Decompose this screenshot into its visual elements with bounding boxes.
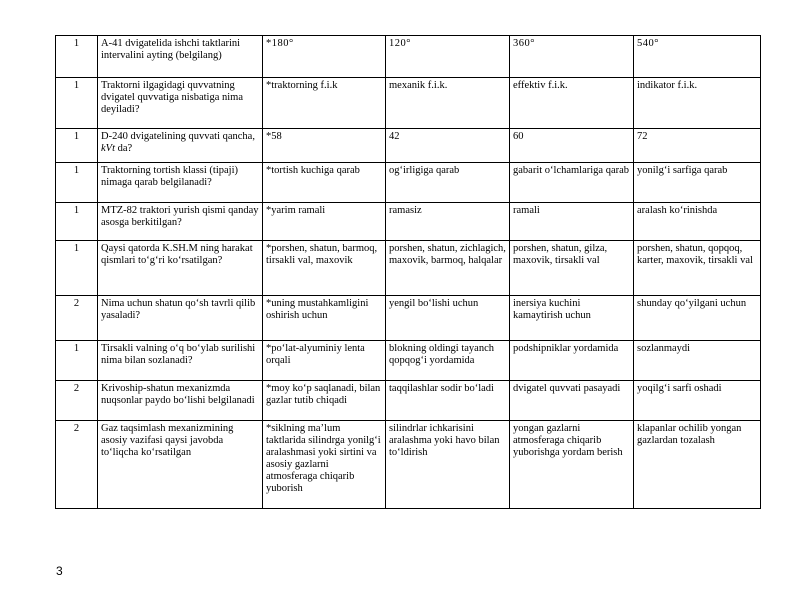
question-suffix: da?	[115, 143, 133, 154]
answer-option: yongan gazlarni atmosferaga chiqarib yuborishga yordam berish	[510, 421, 634, 509]
answer-correct: *siklning ma’lum taktlarida silindrga yonilg‘i aralashmasi yoki sirtini va asosiy gazlarni atmosferaga chiqarib yuborish	[263, 421, 386, 509]
answer-correct: *yarim ramali	[263, 203, 386, 241]
answer-option: porshen, shatun, zichlagich, maxovik, barmoq, halqalar	[386, 241, 510, 296]
difficulty-level: 1	[56, 241, 98, 296]
answer-option: aralash ko‘rinishda	[634, 203, 761, 241]
answer-option: mexanik f.i.k.	[386, 78, 510, 129]
answer-option: sozlanmaydi	[634, 341, 761, 381]
answer-correct: *58	[263, 129, 386, 163]
answer-option: yengil bo‘lishi uchun	[386, 296, 510, 341]
table-row	[56, 421, 761, 509]
answer-option: ramasiz	[386, 203, 510, 241]
unit-kvt: kVt	[101, 143, 115, 154]
answer-correct: *uning mustahkamligini oshirish uchun	[263, 296, 386, 341]
answer-correct: *traktorning f.i.k	[263, 78, 386, 129]
answer-option: blokning oldingi tayanch qopqog‘i yordamida	[386, 341, 510, 381]
table-row	[56, 36, 761, 78]
answer-option: porshen, shatun, gilza, maxovik, tirsakli val	[510, 241, 634, 296]
answer-option: porshen, shatun, qopqoq, karter, maxovik, tirsakli val	[634, 241, 761, 296]
table-row	[56, 163, 761, 203]
table-row	[56, 341, 761, 381]
answer-option: yonilg‘i sarfiga qarab	[634, 163, 761, 203]
table-row	[56, 241, 761, 296]
page-number: 3	[56, 564, 63, 578]
answer-option: effektiv f.i.k.	[510, 78, 634, 129]
table-row	[56, 381, 761, 421]
answer-option: 60	[510, 129, 634, 163]
difficulty-level: 2	[56, 381, 98, 421]
answer-option: taqqilashlar sodir bo‘ladi	[386, 381, 510, 421]
difficulty-level: 1	[56, 129, 98, 163]
question-text	[98, 129, 263, 163]
answer-option: 540°	[634, 36, 761, 78]
answer-option: yoqilg‘i sarfi oshadi	[634, 381, 761, 421]
question-text: Gaz taqsimlash mexanizmining asosiy vazifasi qaysi javobda to‘liqcha ko‘rsatilgan	[98, 421, 263, 509]
question-text: Traktorning tortish klassi (tipaji) nimaga qarab belgilanadi?	[98, 163, 263, 203]
answer-option: gabarit o‘lchamlariga qarab	[510, 163, 634, 203]
answer-option: indikator f.i.k.	[634, 78, 761, 129]
difficulty-level: 1	[56, 36, 98, 78]
answer-correct: *po‘lat-alyuminiy lenta orqali	[263, 341, 386, 381]
question-text: MTZ-82 traktori yurish qismi qanday asosga berkitilgan?	[98, 203, 263, 241]
answer-option: inersiya kuchini kamaytirish uchun	[510, 296, 634, 341]
answer-option: 72	[634, 129, 761, 163]
answer-option: 360°	[510, 36, 634, 78]
answer-option: og‘irligiga qarab	[386, 163, 510, 203]
difficulty-level: 1	[56, 203, 98, 241]
question-text: Nima uchun shatun qo‘sh tavrli qilib yasaladi?	[98, 296, 263, 341]
difficulty-level: 2	[56, 296, 98, 341]
question-text: Krivoship-shatun mexanizmda nuqsonlar paydo bo‘lishi belgilanadi	[98, 381, 263, 421]
table-row	[56, 203, 761, 241]
answer-option: ramali	[510, 203, 634, 241]
answer-option: 42	[386, 129, 510, 163]
answer-correct: *porshen, shatun, barmoq, tirsakli val, maxovik	[263, 241, 386, 296]
question-text: Qaysi qatorda K.SH.M ning harakat qismlari to‘g‘ri ko‘rsatilgan?	[98, 241, 263, 296]
answer-correct: *moy ko‘p saqlanadi, bilan gazlar tutib chiqadi	[263, 381, 386, 421]
question-text: Tirsakli valning o‘q bo‘ylab surilishi nima bilan sozlanadi?	[98, 341, 263, 381]
quiz-table	[55, 35, 761, 509]
answer-correct: *180°	[263, 36, 386, 78]
difficulty-level: 2	[56, 421, 98, 509]
question-prefix: D-240 dvigatelining quvvati qancha,	[101, 131, 255, 142]
table-row	[56, 296, 761, 341]
answer-option: dvigatel quvvati pasayadi	[510, 381, 634, 421]
answer-option: podshipniklar yordamida	[510, 341, 634, 381]
answer-option: klapanlar ochilib yongan gazlardan tozalash	[634, 421, 761, 509]
difficulty-level: 1	[56, 78, 98, 129]
table-row	[56, 129, 761, 163]
answer-option: silindrlar ichkarisini aralashma yoki havo bilan to‘ldirish	[386, 421, 510, 509]
question-text: Traktorni ilgagidagi quvvatning dvigatel quvvatiga nisbatiga nima deyiladi?	[98, 78, 263, 129]
answer-option: 120°	[386, 36, 510, 78]
table-row	[56, 78, 761, 129]
answer-correct: *tortish kuchiga qarab	[263, 163, 386, 203]
difficulty-level: 1	[56, 163, 98, 203]
difficulty-level: 1	[56, 341, 98, 381]
answer-option: shunday qo‘yilgani uchun	[634, 296, 761, 341]
question-text: A-41 dvigatelida ishchi taktlarini intervalini ayting (belgilang)	[98, 36, 263, 78]
